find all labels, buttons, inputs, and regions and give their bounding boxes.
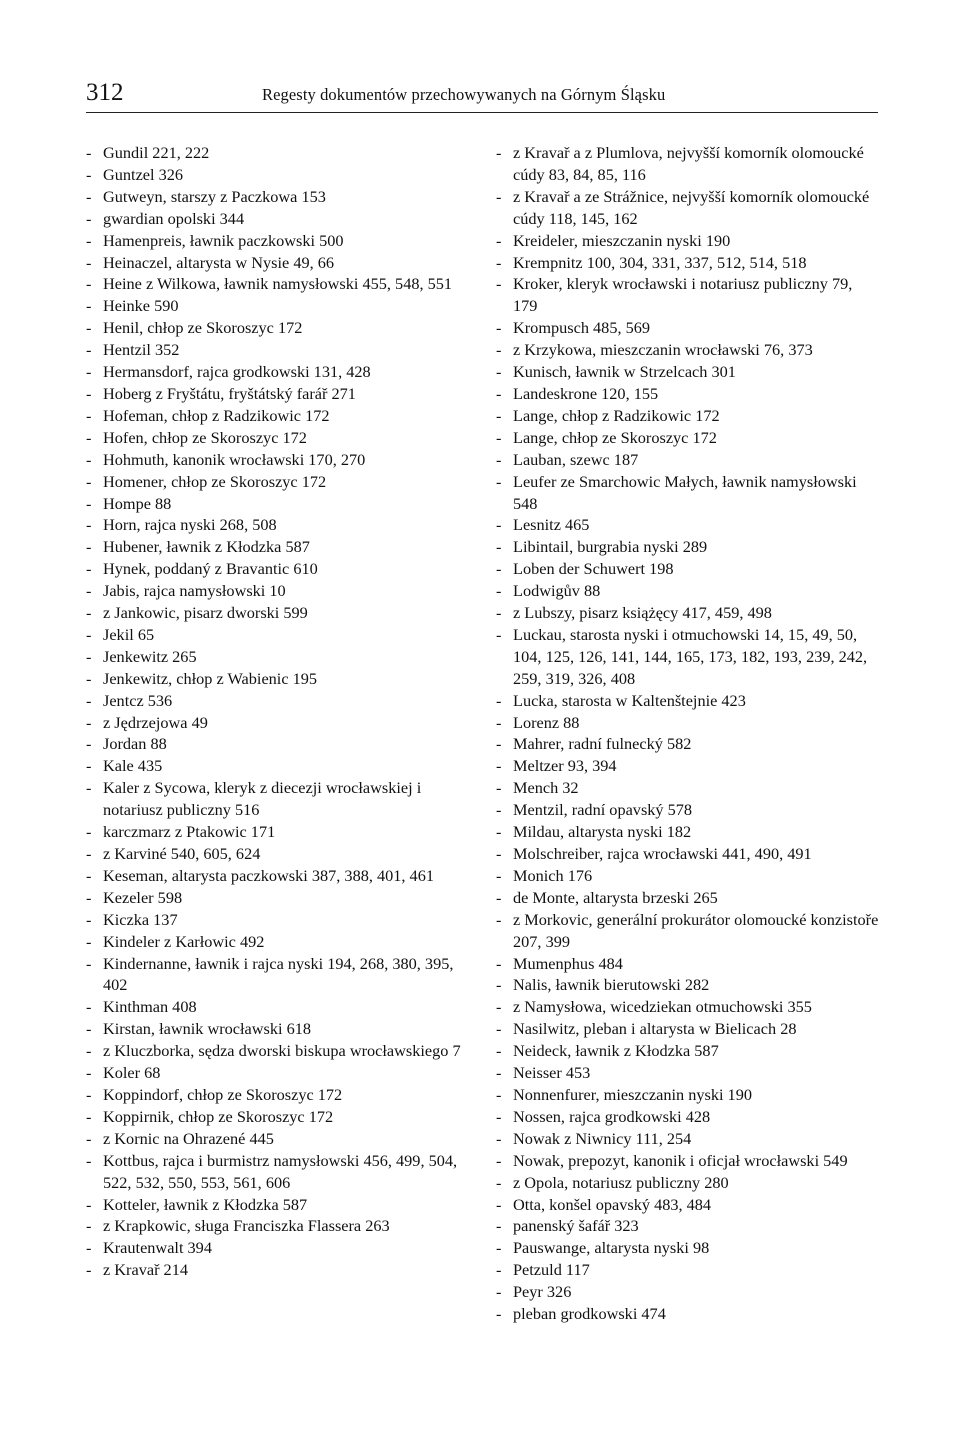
index-entry: - Nonnenfurer, mieszczanin nyski 190 bbox=[496, 1084, 880, 1106]
index-entry: - Mildau, altarysta nyski 182 bbox=[496, 821, 880, 843]
index-entry: - z Opola, notariusz publiczny 280 bbox=[496, 1172, 880, 1194]
index-entry: - Hoberg z Fryštátu, fryštátský farář 271 bbox=[86, 383, 474, 405]
index-entry: - z Kravař a z Plumlova, nejvyšší komorník olomoucké cúdy 83, 84, 85, 116 bbox=[496, 142, 880, 186]
index-entry: - Lange, chłop ze Skoroszyc 172 bbox=[496, 427, 880, 449]
index-entry: - z Kravař 214 bbox=[86, 1259, 474, 1281]
index-entry: - Lodwigův 88 bbox=[496, 580, 880, 602]
header-rule bbox=[86, 112, 878, 113]
index-entry: - Mahrer, radní fulnecký 582 bbox=[496, 733, 880, 755]
index-entry: - Nasilwitz, pleban i altarysta w Bielicach 28 bbox=[496, 1018, 880, 1040]
index-entry: - z Jankowic, pisarz dworski 599 bbox=[86, 602, 474, 624]
index-entry: - Lorenz 88 bbox=[496, 712, 880, 734]
index-entry: - Landeskrone 120, 155 bbox=[496, 383, 880, 405]
index-entry: - Kreideler, mieszczanin nyski 190 bbox=[496, 230, 880, 252]
index-entry: - Kotteler, ławnik z Kłodzka 587 bbox=[86, 1194, 474, 1216]
index-entry: - Lesnitz 465 bbox=[496, 514, 880, 536]
index-entry: - Kunisch, ławnik w Strzelcach 301 bbox=[496, 361, 880, 383]
index-entry: - Hofeman, chłop z Radzikowic 172 bbox=[86, 405, 474, 427]
index-entry: - Neideck, ławnik z Kłodzka 587 bbox=[496, 1040, 880, 1062]
index-entry: - Kroker, kleryk wrocławski i notariusz publiczny 79, 179 bbox=[496, 273, 880, 317]
index-column-left bbox=[86, 142, 474, 1281]
index-entry: - Hohmuth, kanonik wrocławski 170, 270 bbox=[86, 449, 474, 471]
index-entry: - Homener, chłop ze Skoroszyc 172 bbox=[86, 471, 474, 493]
index-entry: - Krautenwalt 394 bbox=[86, 1237, 474, 1259]
index-entry: - Krompusch 485, 569 bbox=[496, 317, 880, 339]
index-entry: - Kiczka 137 bbox=[86, 909, 474, 931]
index-entry: - Nossen, rajca grodkowski 428 bbox=[496, 1106, 880, 1128]
index-entry: - Hofen, chłop ze Skoroszyc 172 bbox=[86, 427, 474, 449]
index-column-right bbox=[496, 142, 880, 1325]
index-entry: - Koppindorf, chłop ze Skoroszyc 172 bbox=[86, 1084, 474, 1106]
index-entry: - z Lubszy, pisarz książęcy 417, 459, 498 bbox=[496, 602, 880, 624]
index-entry: - z Krapkowic, sługa Franciszka Flassera 263 bbox=[86, 1215, 474, 1237]
index-entry: - Henil, chłop ze Skoroszyc 172 bbox=[86, 317, 474, 339]
index-entry: - z Krzykowa, mieszczanin wrocławski 76, 373 bbox=[496, 339, 880, 361]
index-entry: - z Kornic na Ohrazené 445 bbox=[86, 1128, 474, 1150]
index-entry: - pleban grodkowski 474 bbox=[496, 1303, 880, 1325]
index-entry: - Nowak z Niwnicy 111, 254 bbox=[496, 1128, 880, 1150]
index-entry: - Pauswange, altarysta nyski 98 bbox=[496, 1237, 880, 1259]
index-entry: - Hermansdorf, rajca grodkowski 131, 428 bbox=[86, 361, 474, 383]
index-entry: - Hompe 88 bbox=[86, 493, 474, 515]
index-entry: - karczmarz z Ptakowic 171 bbox=[86, 821, 474, 843]
index-entry: - Neisser 453 bbox=[496, 1062, 880, 1084]
index-entry: - Gutweyn, starszy z Paczkowa 153 bbox=[86, 186, 474, 208]
index-entry: - Mumenphus 484 bbox=[496, 953, 880, 975]
index-entry: - z Jędrzejowa 49 bbox=[86, 712, 474, 734]
index-entry: - Nowak, prepozyt, kanonik i oficjał wrocławski 549 bbox=[496, 1150, 880, 1172]
index-entry: - Hentzil 352 bbox=[86, 339, 474, 361]
index-entry: - panenský šafář 323 bbox=[496, 1215, 880, 1237]
index-entry: - Luckau, starosta nyski i otmuchowski 14, 15, 49, 50, 104, 125, 126, 141, 144, 165, 173, 182, 193, 239, 242, 259, 319, 326, 408 bbox=[496, 624, 880, 690]
index-entry: - Koler 68 bbox=[86, 1062, 474, 1084]
index-entry: - Nalis, ławnik bierutowski 282 bbox=[496, 974, 880, 996]
index-entry: - de Monte, altarysta brzeski 265 bbox=[496, 887, 880, 909]
index-entry: - Keseman, altarysta paczkowski 387, 388, 401, 461 bbox=[86, 865, 474, 887]
index-entry: - Kirstan, ławnik wrocławski 618 bbox=[86, 1018, 474, 1040]
index-entry: - Lauban, szewc 187 bbox=[496, 449, 880, 471]
index-entry: - Hynek, poddaný z Bravantic 610 bbox=[86, 558, 474, 580]
index-entry: - z Morkovic, generální prokurátor olomoucké konzistoře 207, 399 bbox=[496, 909, 880, 953]
index-entry: - Heinke 590 bbox=[86, 295, 474, 317]
index-entry: - Jabis, rajca namysłowski 10 bbox=[86, 580, 474, 602]
index-entry: - Hamenpreis, ławnik paczkowski 500 bbox=[86, 230, 474, 252]
index-entry: - Krempnitz 100, 304, 331, 337, 512, 514, 518 bbox=[496, 252, 880, 274]
index-entry: - Kaler z Sycowa, kleryk z diecezji wrocławskiej i notariusz publiczny 516 bbox=[86, 777, 474, 821]
index-entry: - Hubener, ławnik z Kłodzka 587 bbox=[86, 536, 474, 558]
index-entry: - Jenkewitz, chłop z Wabienic 195 bbox=[86, 668, 474, 690]
index-entry: - Jenkewitz 265 bbox=[86, 646, 474, 668]
index-entry: - Gundil 221, 222 bbox=[86, 142, 474, 164]
running-title: Regesty dokumentów przechowywanych na Górnym Śląsku bbox=[262, 85, 666, 104]
index-entry: - gwardian opolski 344 bbox=[86, 208, 474, 230]
index-entry: - Lucka, starosta w Kaltenštejnie 423 bbox=[496, 690, 880, 712]
index-entry: - Horn, rajca nyski 268, 508 bbox=[86, 514, 474, 536]
index-entry: - Kindeler z Karłowic 492 bbox=[86, 931, 474, 953]
index-entry: - Kale 435 bbox=[86, 755, 474, 777]
index-entry: - Mentzil, radní opavský 578 bbox=[496, 799, 880, 821]
index-entry: - Molschreiber, rajca wrocławski 441, 490, 491 bbox=[496, 843, 880, 865]
index-entry: - Kezeler 598 bbox=[86, 887, 474, 909]
index-entry: - Monich 176 bbox=[496, 865, 880, 887]
index-entry: - Kindernanne, ławnik i rajca nyski 194, 268, 380, 395, 402 bbox=[86, 953, 474, 997]
index-entry: - Lange, chłop z Radzikowic 172 bbox=[496, 405, 880, 427]
index-entry: - Meltzer 93, 394 bbox=[496, 755, 880, 777]
index-entry: - z Kravař a ze Strážnice, nejvyšší komorník olomoucké cúdy 118, 145, 162 bbox=[496, 186, 880, 230]
index-entry: - Jentcz 536 bbox=[86, 690, 474, 712]
index-entry: - Jordan 88 bbox=[86, 733, 474, 755]
index-entry: - Mench 32 bbox=[496, 777, 880, 799]
index-entry: - Koppirnik, chłop ze Skoroszyc 172 bbox=[86, 1106, 474, 1128]
index-entry: - Leufer ze Smarchowic Małych, ławnik namysłowski 548 bbox=[496, 471, 880, 515]
index-entry: - Kinthman 408 bbox=[86, 996, 474, 1018]
index-entry: - Loben der Schuwert 198 bbox=[496, 558, 880, 580]
index-entry: - Heine z Wilkowa, ławnik namysłowski 455, 548, 551 bbox=[86, 273, 474, 295]
index-entry: - Otta, konšel opavský 483, 484 bbox=[496, 1194, 880, 1216]
index-entry: - Libintail, burgrabia nyski 289 bbox=[496, 536, 880, 558]
index-entry: - Kottbus, rajca i burmistrz namysłowski 456, 499, 504, 522, 532, 550, 553, 561, 606 bbox=[86, 1150, 474, 1194]
index-entry: - Petzuld 117 bbox=[496, 1259, 880, 1281]
index-entry: - Jekil 65 bbox=[86, 624, 474, 646]
page-number: 312 bbox=[86, 79, 124, 106]
index-entry: - z Namysłowa, wicedziekan otmuchowski 355 bbox=[496, 996, 880, 1018]
index-entry: - Heinaczel, altarysta w Nysie 49, 66 bbox=[86, 252, 474, 274]
page-header bbox=[86, 78, 876, 112]
index-entry: - Guntzel 326 bbox=[86, 164, 474, 186]
index-entry: - Peyr 326 bbox=[496, 1281, 880, 1303]
index-entry: - z Karviné 540, 605, 624 bbox=[86, 843, 474, 865]
index-entry: - z Kluczborka, sędza dworski biskupa wrocławskiego 7 bbox=[86, 1040, 474, 1062]
